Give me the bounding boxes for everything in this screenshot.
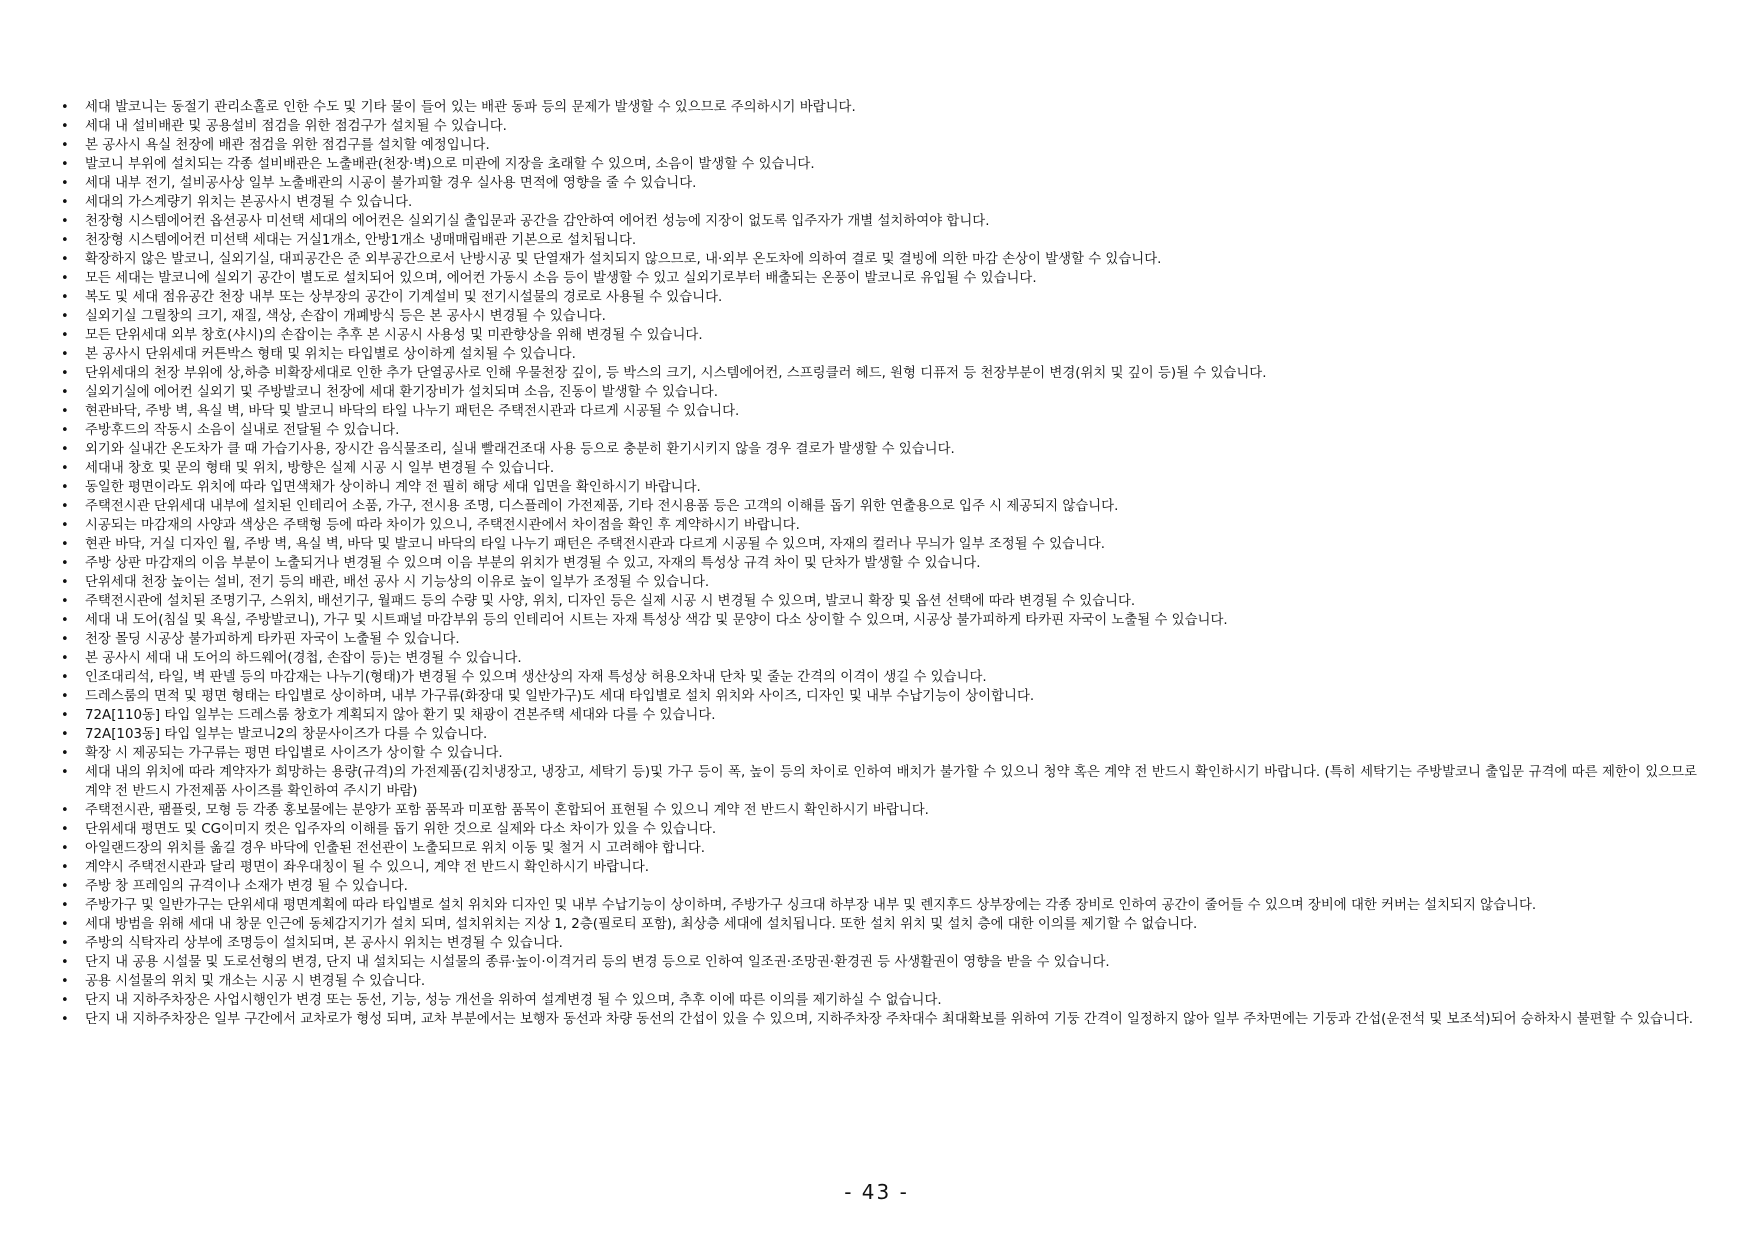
notice-text: 세대 내부 전기, 설비공사상 일부 노출배관의 시공이 불가피할 경우 실사용 면적에 영향을 줄 수 있습니다. <box>85 176 697 191</box>
notice-text: 모든 단위세대 외부 창호(샤시)의 손잡이는 추후 본 시공시 사용성 및 미관향상을 위해 변경될 수 있습니다. <box>85 328 703 343</box>
notice-text: 본 공사시 세대 내 도어의 하드웨어(경첩, 손잡이 등)는 변경될 수 있습니다. <box>85 651 522 666</box>
notice-item <box>57 269 1697 288</box>
page-number: - 43 - <box>844 1180 909 1204</box>
bullet-icon: • <box>61 898 69 913</box>
notice-item <box>57 896 1697 915</box>
notice-text: 본 공사시 단위세대 커튼박스 형태 및 위치는 타입별로 상이하게 설치될 수 있습니다. <box>85 347 576 362</box>
bullet-icon: • <box>61 651 69 666</box>
notice-item <box>57 345 1697 364</box>
bullet-icon: • <box>61 575 69 590</box>
notice-item <box>57 497 1697 516</box>
notice-item <box>57 649 1697 668</box>
notice-item <box>57 478 1697 497</box>
notice-item <box>57 858 1697 877</box>
notice-text: 본 공사시 욕실 천장에 배관 점검을 위한 점검구를 설치할 예정입니다. <box>85 138 490 153</box>
notice-text: 주방 창 프레임의 규격이나 소재가 변경 될 수 있습니다. <box>85 879 408 894</box>
notice-text: 확장 시 제공되는 가구류는 평면 타입별로 사이즈가 상이할 수 있습니다. <box>85 746 503 761</box>
notice-item <box>57 174 1697 193</box>
notice-item <box>57 212 1697 231</box>
notice-text: 현관 바닥, 거실 디자인 월, 주방 벽, 욕실 벽, 바닥 및 발코니 바닥의 타일 나누기 패턴은 주택전시관과 다르게 시공될 수 있으며, 자재의 컬러나 무늬가 일부 조정될 수 있습니다. <box>85 537 1106 552</box>
notice-item <box>57 687 1697 706</box>
notice-item <box>57 554 1697 573</box>
notice-item <box>57 402 1697 421</box>
notice-item <box>57 307 1697 326</box>
notice-text: 단지 내 지하주차장은 사업시행인가 변경 또는 동선, 기능, 성능 개선을 위하여 설계변경 될 수 있으며, 추후 이에 따른 이의를 제기하실 수 없습니다. <box>85 993 942 1008</box>
notice-text: 주택전시관, 팸플릿, 모형 등 각종 홍보물에는 분양가 포함 품목과 미포함 품목이 혼합되어 표현될 수 있으니 계약 전 반드시 확인하시기 바랍니다. <box>85 803 929 818</box>
notice-item <box>57 383 1697 402</box>
bullet-icon: • <box>61 157 69 172</box>
notice-text: 시공되는 마감재의 사양과 색상은 주택형 등에 따라 차이가 있으니, 주택전시관에서 차이점을 확인 후 계약하시기 바랍니다. <box>85 518 800 533</box>
notice-item <box>57 573 1697 592</box>
notice-text: 실외기실에 에어컨 실외기 및 주방발코니 천장에 세대 환기장비가 설치되며 소음, 진동이 발생할 수 있습니다. <box>85 385 718 400</box>
notice-item <box>57 915 1697 934</box>
bullet-icon: • <box>61 461 69 476</box>
notice-text: 외기와 실내간 온도차가 클 때 가습기사용, 장시간 음식물조리, 실내 빨래건조대 사용 등으로 충분히 환기시키지 않을 경우 결로가 발생할 수 있습니다. <box>85 442 955 457</box>
bullet-icon: • <box>61 746 69 761</box>
notice-text: 천장형 시스템에어컨 옵션공사 미선택 세대의 에어컨은 실외기실 출입문과 공간을 감안하여 에어컨 성능에 지장이 없도록 입주자가 개별 설치하여야 합니다. <box>85 214 990 229</box>
bullet-icon: • <box>61 309 69 324</box>
notice-item <box>57 592 1697 611</box>
notice-item <box>57 98 1697 117</box>
notice-text: 세대 방범을 위해 세대 내 창문 인근에 동체감지기가 설치 되며, 설치위치는 지상 1, 2층(필로티 포함), 최상층 세대에 설치됩니다. 또한 설치 위치 및 설치 층에 대한 이의를 제기할 수 없습니다. <box>85 917 1198 932</box>
bullet-icon: • <box>61 917 69 932</box>
notice-text: 인조대리석, 타일, 벽 판넬 등의 마감재는 나누기(형태)가 변경될 수 있으며 생산상의 자재 특성상 허용오차내 단차 및 줄눈 간격의 이격이 생길 수 있습니다. <box>85 670 987 685</box>
bullet-icon: • <box>61 1012 69 1027</box>
notice-text: 천장형 시스템에어컨 미선택 세대는 거실1개소, 안방1개소 냉매매립배관 기본으로 설치됩니다. <box>85 233 637 248</box>
bullet-icon: • <box>61 974 69 989</box>
bullet-icon: • <box>61 822 69 837</box>
bullet-icon: • <box>61 385 69 400</box>
bullet-icon: • <box>61 404 69 419</box>
notice-text: 단위세대 평면도 및 CG이미지 컷은 입주자의 이해를 돕기 위한 것으로 실제와 다소 차이가 있을 수 있습니다. <box>85 822 717 837</box>
notice-text: 단위세대 천장 높이는 설비, 전기 등의 배관, 배선 공사 시 기능상의 이유로 높이 일부가 조정될 수 있습니다. <box>85 575 710 590</box>
notice-item <box>57 231 1697 250</box>
notice-item <box>57 839 1697 858</box>
notice-list <box>57 98 1697 1029</box>
notice-item <box>57 326 1697 345</box>
notice-item <box>57 193 1697 212</box>
notice-item <box>57 440 1697 459</box>
notice-text: 확장하지 않은 발코니, 실외기실, 대피공간은 준 외부공간으로서 난방시공 및 단열재가 설치되지 않으므로, 내·외부 온도차에 의하여 결로 및 결빙에 의한 마감 손상이 발생할 수 있습니다. <box>85 252 1162 267</box>
bullet-icon: • <box>61 670 69 685</box>
bullet-icon: • <box>61 632 69 647</box>
notice-item <box>57 668 1697 687</box>
bullet-icon: • <box>61 290 69 305</box>
notice-item <box>57 630 1697 649</box>
bullet-icon: • <box>61 214 69 229</box>
notice-item <box>57 725 1697 744</box>
bullet-icon: • <box>61 689 69 704</box>
bullet-icon: • <box>61 328 69 343</box>
bullet-icon: • <box>61 727 69 742</box>
notice-text: 주택전시관에 설치된 조명기구, 스위치, 배선기구, 월패드 등의 수량 및 사양, 위치, 디자인 등은 실제 시공 시 변경될 수 있으며, 발코니 확장 및 옵션 선택에 따라 변경될 수 있습니다. <box>85 594 1136 609</box>
notice-item <box>57 288 1697 307</box>
bullet-icon: • <box>61 252 69 267</box>
notice-item <box>57 611 1697 630</box>
notice-text: 모든 세대는 발코니에 실외기 공간이 별도로 설치되어 있으며, 에어컨 가동시 소음 등이 발생할 수 있고 실외기로부터 배출되는 온풍이 발코니로 유입될 수 있습니다. <box>85 271 1037 286</box>
bullet-icon: • <box>61 271 69 286</box>
notice-text: 단위세대의 천장 부위에 상,하층 비확장세대로 인한 추가 단열공사로 인해 우물천장 깊이, 등 박스의 크기, 시스템에어컨, 스프링클러 헤드, 원형 디퓨저 등 천장부분이 변경(위치 및 깊이 등)될 수 있습니다. <box>85 366 1267 381</box>
bullet-icon: • <box>61 841 69 856</box>
bullet-icon: • <box>61 955 69 970</box>
bullet-icon: • <box>61 195 69 210</box>
bullet-icon: • <box>61 993 69 1008</box>
bullet-icon: • <box>61 233 69 248</box>
notice-text: 아일랜드장의 위치를 옮길 경우 바닥에 인출된 전선관이 노출되므로 위치 이동 및 철거 시 고려해야 합니다. <box>85 841 706 856</box>
notice-text: 세대 내의 위치에 따라 계약자가 희망하는 용량(규격)의 가전제품(김치냉장고, 냉장고, 세탁기 등)및 가구 등이 폭, 높이 등의 차이로 인하여 배치가 불가할 수 있으니 청약 혹은 계약 전 반드시 확인하시기 바랍니다. (특히 세탁기는 주방발코니 출입문 규격에 따른 제한이 있으므로 계약 전 반드시 가전제품 사이즈를 확인하여 주시기 바람) <box>85 765 1697 799</box>
bullet-icon: • <box>61 594 69 609</box>
notice-item <box>57 459 1697 478</box>
notice-text: 동일한 평면이라도 위치에 따라 입면색채가 상이하니 계약 전 필히 해당 세대 입면을 확인하시기 바랍니다. <box>85 480 701 495</box>
notice-item <box>57 535 1697 554</box>
notice-item <box>57 250 1697 269</box>
bullet-icon: • <box>61 442 69 457</box>
notice-text: 주방후드의 작동시 소음이 실내로 전달될 수 있습니다. <box>85 423 400 438</box>
bullet-icon: • <box>61 879 69 894</box>
notice-item <box>57 972 1697 991</box>
bullet-icon: • <box>61 936 69 951</box>
notice-text: 드레스룸의 면적 및 평면 형태는 타입별로 상이하며, 내부 가구류(화장대 및 일반가구)도 세대 타입별로 설치 위치와 사이즈, 디자인 및 내부 수납기능이 상이합니다. <box>85 689 1035 704</box>
notice-text: 복도 및 세대 점유공간 천장 내부 또는 상부장의 공간이 기계설비 및 전기시설물의 경로로 사용될 수 있습니다. <box>85 290 723 305</box>
notice-text: 주방 상판 마감재의 이음 부분이 노출되거나 변경될 수 있으며 이음 부분의 위치가 변경될 수 있고, 자재의 특성상 규격 차이 및 단차가 발생할 수 있습니다. <box>85 556 981 571</box>
bullet-icon: • <box>61 480 69 495</box>
notice-text: 세대 내 설비배관 및 공용설비 점검을 위한 점검구가 설치될 수 있습니다. <box>85 119 507 134</box>
notice-text: 세대의 가스계량기 위치는 본공사시 변경될 수 있습니다. <box>85 195 413 210</box>
notice-text: 주택전시관 단위세대 내부에 설치된 인테리어 소품, 가구, 전시용 조명, 디스플레이 가전제품, 기타 전시용품 등은 고객의 이해를 돕기 위한 연출용으로 입주 시 제공되지 않습니다. <box>85 499 1119 514</box>
notice-item <box>57 991 1697 1010</box>
notice-text: 실외기실 그릴창의 크기, 재질, 색상, 손잡이 개폐방식 등은 본 공사시 변경될 수 있습니다. <box>85 309 606 324</box>
notice-item <box>57 801 1697 820</box>
notice-item <box>57 763 1697 801</box>
bullet-icon: • <box>61 765 69 780</box>
bullet-icon: • <box>61 138 69 153</box>
notice-text: 주방의 식탁자리 상부에 조명등이 설치되며, 본 공사시 위치는 변경될 수 있습니다. <box>85 936 563 951</box>
bullet-icon: • <box>61 613 69 628</box>
bullet-icon: • <box>61 860 69 875</box>
notice-item <box>57 421 1697 440</box>
notice-text: 천장 몰딩 시공상 불가피하게 타카핀 자국이 노출될 수 있습니다. <box>85 632 460 647</box>
bullet-icon: • <box>61 518 69 533</box>
notice-item <box>57 155 1697 174</box>
bullet-icon: • <box>61 537 69 552</box>
bullet-icon: • <box>61 366 69 381</box>
notice-text: 세대 발코니는 동절기 관리소홀로 인한 수도 및 기타 물이 들어 있는 배관 동파 등의 문제가 발생할 수 있으므로 주의하시기 바랍니다. <box>85 100 856 115</box>
notice-text: 72A[103동] 타입 일부는 발코니2의 창문사이즈가 다를 수 있습니다. <box>85 727 488 742</box>
notice-text: 72A[110동] 타입 일부는 드레스룸 창호가 계획되지 않아 환기 및 채광이 견본주택 세대와 다를 수 있습니다. <box>85 708 716 723</box>
bullet-icon: • <box>61 803 69 818</box>
bullet-icon: • <box>61 119 69 134</box>
bullet-icon: • <box>61 499 69 514</box>
notice-item <box>57 706 1697 725</box>
bullet-icon: • <box>61 423 69 438</box>
notice-item <box>57 820 1697 839</box>
bullet-icon: • <box>61 100 69 115</box>
notice-text: 발코니 부위에 설치되는 각종 설비배관은 노출배관(천장·벽)으로 미관에 지장을 초래할 수 있으며, 소음이 발생할 수 있습니다. <box>85 157 815 172</box>
notice-text: 세대내 창호 및 문의 형태 및 위치, 방향은 실제 시공 시 일부 변경될 수 있습니다. <box>85 461 555 476</box>
notice-text: 공용 시설물의 위치 및 개소는 시공 시 변경될 수 있습니다. <box>85 974 426 989</box>
bullet-icon: • <box>61 556 69 571</box>
notice-item <box>57 117 1697 136</box>
notice-text: 현관바닥, 주방 벽, 욕실 벽, 바닥 및 발코니 바닥의 타일 나누기 패턴은 주택전시관과 다르게 시공될 수 있습니다. <box>85 404 740 419</box>
bullet-icon: • <box>61 708 69 723</box>
notice-text: 단지 내 지하주차장은 일부 구간에서 교차로가 형성 되며, 교차 부분에서는 보행자 동선과 차량 동선의 간섭이 있을 수 있으며, 지하주차장 주차대수 최대확보를 위하여 기둥 간격이 일정하지 않아 일부 주차면에는 기둥과 간섭(운전석 및 보조석)되어 승하차시 불편할 수 있습니다. <box>85 1012 1694 1027</box>
notice-item <box>57 516 1697 535</box>
notice-item <box>57 744 1697 763</box>
notice-item <box>57 877 1697 896</box>
notice-item <box>57 1010 1697 1029</box>
notice-text: 단지 내 공용 시설물 및 도로선형의 변경, 단지 내 설치되는 시설물의 종류·높이·이격거리 등의 변경 등으로 인하여 일조권·조망권·환경권 등 사생활권이 영향을 받을 수 있습니다. <box>85 955 1110 970</box>
bullet-icon: • <box>61 347 69 362</box>
notice-text: 주방가구 및 일반가구는 단위세대 평면계획에 따라 타입별로 설치 위치와 디자인 및 내부 수납기능이 상이하며, 주방가구 싱크대 하부장 내부 및 렌지후드 상부장에는 각종 장비로 인하여 공간이 줄어들 수 있으며 장비에 대한 커버는 설치되지 않습니다. <box>85 898 1537 913</box>
notice-text: 세대 내 도어(침실 및 욕실, 주방발코니), 가구 및 시트패널 마감부위 등의 인테리어 시트는 자재 특성상 색감 및 문양이 다소 상이할 수 있으며, 시공상 불가피하게 타카핀 자국이 노출될 수 있습니다. <box>85 613 1228 628</box>
notice-item <box>57 934 1697 953</box>
notice-item <box>57 136 1697 155</box>
notice-item <box>57 364 1697 383</box>
notice-item <box>57 953 1697 972</box>
bullet-icon: • <box>61 176 69 191</box>
notice-text: 계약시 주택전시관과 달리 평면이 좌우대칭이 될 수 있으니, 계약 전 반드시 확인하시기 바랍니다. <box>85 860 650 875</box>
